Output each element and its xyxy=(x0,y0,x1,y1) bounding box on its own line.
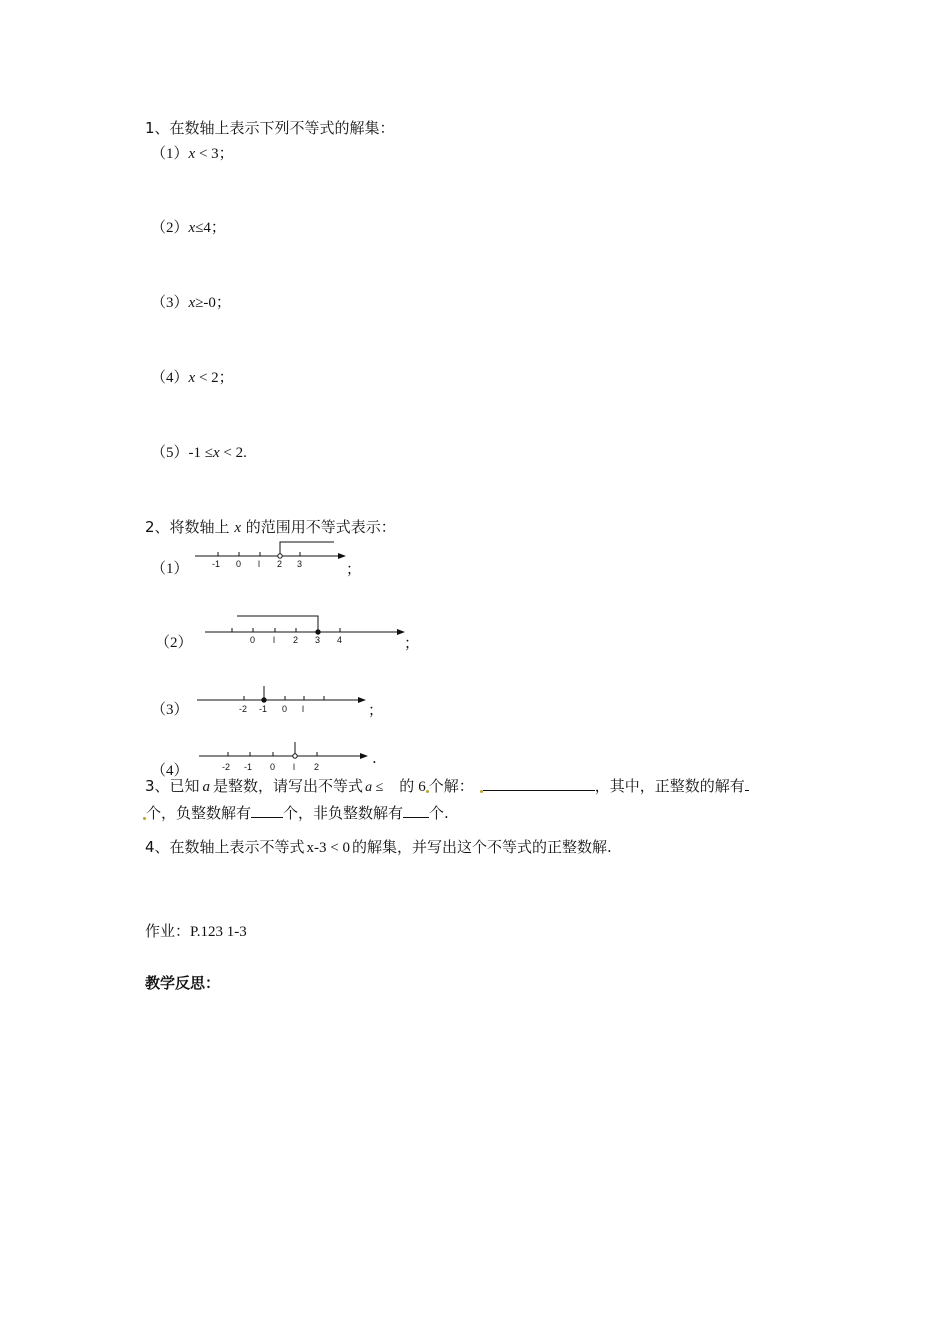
q1-item-4: （4）x < 2； xyxy=(151,370,234,386)
answer-blank-six-solutions[interactable] xyxy=(483,776,595,791)
tick-label: -1 xyxy=(212,559,221,569)
answer-blank-positive-count[interactable] xyxy=(745,776,749,791)
tick-label: -1 xyxy=(259,704,268,714)
tick-label: 4 xyxy=(337,635,343,645)
number-line-4 xyxy=(196,740,376,774)
q3-line-2: 个，负整数解有 个，非负整数解有 个. xyxy=(143,803,449,823)
number-line-1 xyxy=(190,538,350,572)
q2-item-4-num: （4） xyxy=(151,763,189,779)
tick-label: -2 xyxy=(239,704,248,714)
teaching-reflection-label: 教学反思： xyxy=(145,974,221,992)
q1-item-5: （5）-1 ≤x < 2. xyxy=(151,445,247,461)
tick-label: -1 xyxy=(244,762,253,772)
tick-label: 0 xyxy=(250,635,256,645)
tick-label: 3 xyxy=(297,559,303,569)
tick-label: l xyxy=(302,704,304,714)
tick-label: -2 xyxy=(222,762,231,772)
tick-label: 2 xyxy=(314,762,320,772)
q2-item-3-end: ； xyxy=(368,701,384,719)
q3-line-1: 3、已知 a 是整数，请写出不等式 a ≤ 的 6 个解： ，其中，正整数的解有 xyxy=(145,776,749,798)
q2-item-4-end: . xyxy=(372,749,377,767)
tick-label: 0 xyxy=(236,559,242,569)
number-line-3 xyxy=(194,684,374,718)
q2-item-2-num: （2） xyxy=(155,635,193,651)
answer-blank-negative-count[interactable] xyxy=(251,803,283,818)
q2-item-1-end: ； xyxy=(346,560,362,578)
tick-label: l xyxy=(273,635,275,645)
q1-item-2: （2）x≤4； xyxy=(151,220,226,236)
q1-item-3: （3）x≥-0； xyxy=(151,295,231,311)
tick-label: 0 xyxy=(282,704,288,714)
tick-label: 2 xyxy=(293,635,299,645)
tick-label: 3 xyxy=(315,635,321,645)
q2-title: 2、将数轴上 x 的范围用不等式表示： xyxy=(145,518,396,536)
number-line-2 xyxy=(200,612,410,648)
q4-line: 4、在数轴上表示不等式 x-3 < 0 的解集，并写出这个不等式的正整数解. xyxy=(145,838,612,856)
homework: 作业：P.123 1-3 xyxy=(145,922,247,940)
q1-title: 1、在数轴上表示下列不等式的解集： xyxy=(145,119,395,137)
answer-blank-nonnegative-count[interactable] xyxy=(403,803,429,818)
q2-item-2-end: ； xyxy=(404,634,420,652)
tick-label: 2 xyxy=(277,559,283,569)
tick-label: l xyxy=(293,762,295,772)
q1-item-1: （1）x < 3； xyxy=(151,146,234,162)
tick-label: 0 xyxy=(270,762,276,772)
tick-label: l xyxy=(258,559,260,569)
q2-item-3-num: （3） xyxy=(151,702,189,718)
q2-item-1-num: （1） xyxy=(151,561,189,577)
